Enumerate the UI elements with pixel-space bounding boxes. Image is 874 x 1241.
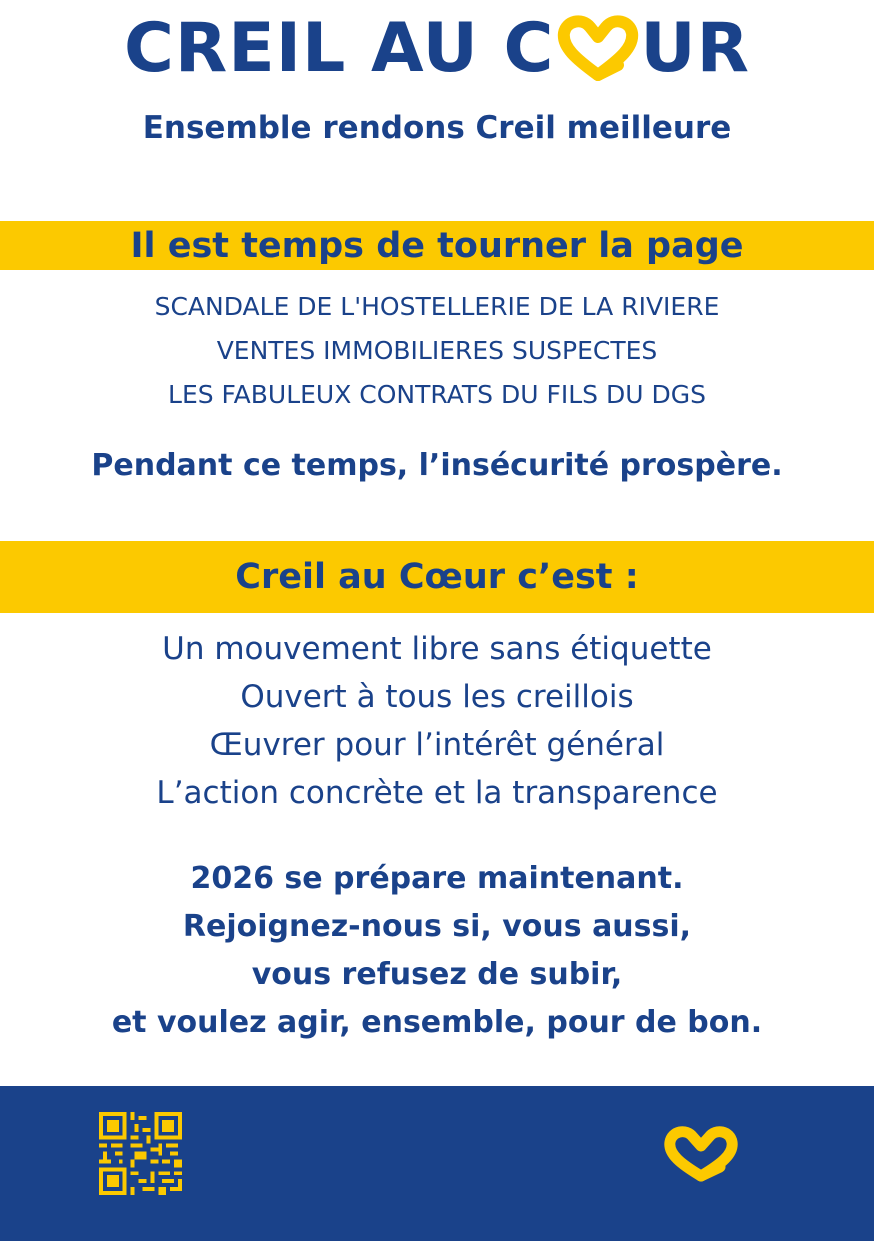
list-item: SCANDALE DE L'HOSTELLERIE DE LA RIVIERE [154,292,720,321]
tagline: Ensemble rendons Creil meilleure [142,110,732,146]
heart-logo-icon [662,1126,740,1182]
list-item: VENTES IMMOBILIERES SUSPECTES [216,336,658,365]
qr-code-icon[interactable] [99,1112,182,1195]
footer [0,1086,874,1241]
values-list [0,625,874,817]
call-line: vous refusez de subir, [251,957,623,992]
list-item: Un mouvement libre sans étiquette [162,631,712,667]
list-item: Ouvert à tous les creillois [240,679,634,715]
list-item: Œuvrer pour l’intérêt général [209,727,665,763]
insecurity-statement: Pendant ce temps, l’insécurité prospère. [91,448,783,483]
call-line: Rejoignez-nous si, vous aussi, [182,909,692,944]
logo [0,8,874,88]
list-item: LES FABULEUX CONTRATS DU FILS DU DGS [168,380,706,409]
scandal-list [0,285,874,417]
list-item: L’action concrète et la transparence [156,775,718,811]
call-line: et voulez agir, ensemble, pour de bon. [111,1005,763,1040]
turn-page-heading: Il est temps de tourner la page [0,221,874,270]
call-to-action [0,855,874,1047]
identity-heading: Creil au Cœur c’est : [0,541,874,613]
call-line: 2026 se prépare maintenant. [190,861,684,896]
logo-text-end: UR [640,8,750,88]
logo-text-start: CREIL AU C [124,8,555,88]
heart-icon [556,15,640,81]
